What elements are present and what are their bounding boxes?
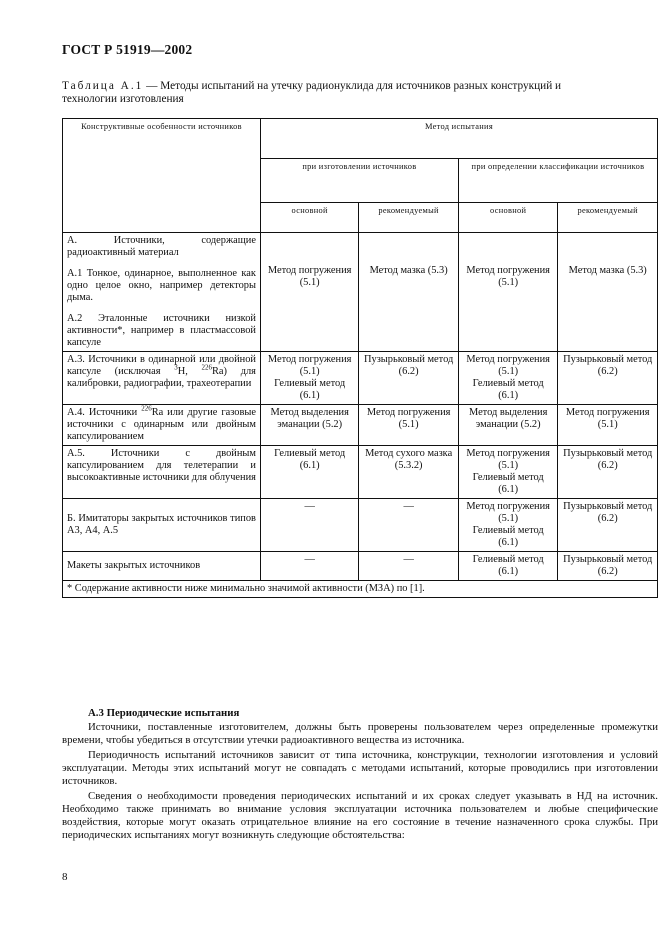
row-a3-method-2: Гелиевый метод (6.1) <box>274 378 346 401</box>
row-a3-classification-primary <box>458 352 558 405</box>
periodic-tests-section <box>62 707 658 844</box>
table-row <box>63 405 658 446</box>
table-caption-label: Таблица А.1 <box>62 80 144 92</box>
row-models-manufacture-recommended: — <box>359 552 459 581</box>
row-a3-features <box>63 352 261 405</box>
section-paragraph-1: Источники, поставленные изготовителем, должны быть проверены пользователем через определенные промежутки времени, чтобы убедиться в отсутствии утечки радиоактивного вещества из источника. <box>62 721 658 746</box>
row-a4-sup-1: 226 <box>141 404 152 413</box>
table-row <box>63 552 658 581</box>
table-row <box>63 352 658 405</box>
header-method: Метод испытания <box>260 119 657 159</box>
row-a4-text-2: Ra или другие газовые источники с одинарным или двойным капсулированием <box>67 407 256 442</box>
row-a3-method-1: Метод погружения (5.1) <box>267 354 352 377</box>
row-models-features: Макеты закрытых источников <box>63 552 261 581</box>
row-b-features: Б. Имитаторы закрытых источников типов А3, А4, А.5 <box>63 499 261 552</box>
row-models-classification-primary: Гелиевый метод (6.1) <box>458 552 558 581</box>
row-a4-classification-primary: Метод выделения эманации (5.2) <box>458 405 558 446</box>
row-a5-manufacture-primary: Гелиевый метод (6.1) <box>260 446 358 499</box>
row-a3-text-3: Ra) для калибровки, радиографии, трахеотерапии <box>67 366 256 389</box>
row-b-classification-recommended: Пузырьковый метод (6.2) <box>558 499 658 552</box>
section-heading: А.3 Периодические испытания <box>88 707 240 719</box>
document-header: ГОСТ Р 51919—2002 <box>62 42 193 57</box>
table-caption <box>62 80 602 106</box>
row-a3-manufacture-recommended: Пузырьковый метод (6.2) <box>359 352 459 405</box>
row-a-classification-primary: Метод погружения (5.1) <box>458 233 558 352</box>
header-primary-manufacture: основной <box>260 203 358 233</box>
header-manufacture: при изготовлении источников <box>260 159 458 203</box>
row-a5-classification-primary <box>458 446 558 499</box>
row-b-manufacture-recommended: — <box>359 499 459 552</box>
header-recommended-classification: рекомендуемый <box>558 203 658 233</box>
row-a3-manufacture-primary <box>260 352 358 405</box>
header-row-1 <box>63 119 658 159</box>
row-a2-text: А.2 Эталонные источники низкой активности*, например в пластмассовой капсуле <box>67 313 256 348</box>
table-row <box>63 446 658 499</box>
row-a3-sup-1: 3 <box>174 363 178 372</box>
row-a3-method-3: Метод погружения (5.1) <box>466 354 550 377</box>
row-a5-method-2: Гелиевый метод (6.1) <box>472 472 544 495</box>
row-a-title: А. Источники, содержащие радиоактивный материал <box>67 235 256 258</box>
footnote-row <box>63 581 658 598</box>
row-a4-classification-recommended: Метод погружения (5.1) <box>558 405 658 446</box>
table-row <box>63 499 658 552</box>
row-a5-classification-recommended: Пузырьковый метод (6.2) <box>558 446 658 499</box>
row-models-manufacture-primary: — <box>260 552 358 581</box>
row-a3-classification-recommended: Пузырьковый метод (6.2) <box>558 352 658 405</box>
row-b-method-1: Метод погружения (5.1) <box>466 501 550 524</box>
row-a-manufacture-primary: Метод погружения (5.1) <box>260 233 358 352</box>
section-paragraph-3: Сведения о необходимости проведения периодических испытаний и их сроках следует указывать в НД на источник. Необходимо также принимать во внимание условия эксплуатации источника пользователем и любые специфические воздействия, которые могут оказать отрицательное влияние на его состояние в течение назначенного срока службы. При периодических испытаниях могут возникнуть следующие обстоятельства: <box>62 790 658 841</box>
section-paragraph-2: Периодичность испытаний источников зависит от типа источника, конструкции, технологии изготовления и условий эксплуатации. Методы этих испытаний могут не совпадать с методами испытаний, которые проводились при изготовлении источников. <box>62 749 658 787</box>
row-a3-sup-2: 226 <box>201 363 212 372</box>
header-recommended-manufacture: рекомендуемый <box>359 203 459 233</box>
table-row <box>63 233 658 352</box>
table-footnote: * Содержание активности ниже минимально значимой активности (МЗА) по [1]. <box>63 581 658 598</box>
row-a4-manufacture-primary: Метод выделения эманации (5.2) <box>260 405 358 446</box>
row-a3-text-1: А.3. Источники в одинарной или двойной капсуле (исключая <box>67 354 256 377</box>
row-a4-manufacture-recommended: Метод погружения (5.1) <box>359 405 459 446</box>
row-a3-text-2: Н, <box>177 366 202 377</box>
row-a4-features <box>63 405 261 446</box>
row-b-manufacture-primary: — <box>260 499 358 552</box>
page-number: 8 <box>62 871 68 883</box>
row-a-manufacture-recommended: Метод мазка (5.3) <box>359 233 459 352</box>
methods-table <box>62 118 658 598</box>
row-models-classification-recommended: Пузырьковый метод (6.2) <box>558 552 658 581</box>
row-a5-features: А.5. Источники с двойным капсулированием для телетерапии и высокоактивные источники для облучения <box>63 446 261 499</box>
row-a5-manufacture-recommended: Метод сухого мазка (5.3.2) <box>359 446 459 499</box>
row-a1-text: А.1 Тонкое, одинарное, выполненное как одно целое окно, например детекторы дыма. <box>67 268 256 303</box>
row-a3-method-4: Гелиевый метод (6.1) <box>472 378 544 401</box>
header-features: Конструктивные особенности источников <box>63 119 261 233</box>
row-b-method-2: Гелиевый метод (6.1) <box>472 525 544 548</box>
row-a-features <box>63 233 261 352</box>
row-b-classification-primary <box>458 499 558 552</box>
header-classification: при определении классификации источников <box>458 159 657 203</box>
row-a5-method-1: Метод погружения (5.1) <box>466 448 550 471</box>
table-caption-text: — Методы испытаний на утечку радионуклида для источников разных конструкций и технологии изготовления <box>62 80 562 105</box>
row-a4-text-1: А.4. Источники <box>67 407 142 418</box>
header-primary-classification: основной <box>458 203 558 233</box>
row-a-classification-recommended: Метод мазка (5.3) <box>558 233 658 352</box>
